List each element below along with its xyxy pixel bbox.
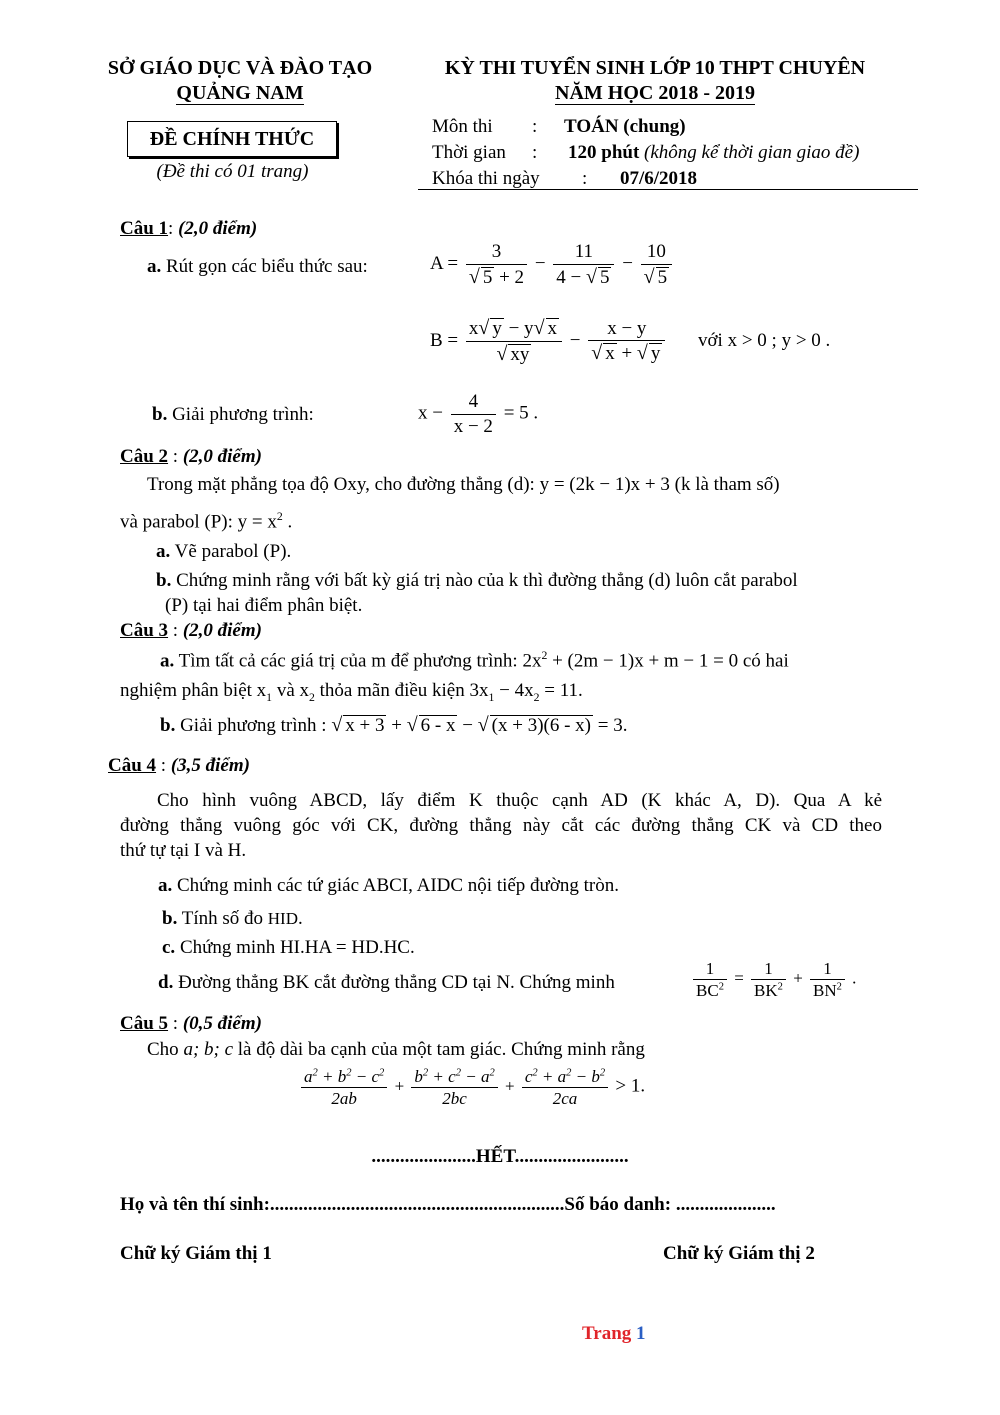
department-name: SỞ GIÁO DỤC VÀ ĐÀO TẠO QUẢNG NAM: [107, 57, 373, 104]
candidate-info-line: Họ và tên thí sinh:..............................................................Số báo danh: .....................: [120, 1194, 776, 1215]
q5-intro: Cho a; b; c là độ dài ba cạnh của một tam giác. Chứng minh rằng: [147, 1039, 645, 1060]
header-divider: [418, 189, 918, 190]
q2b: b. Chứng minh rằng với bất kỳ giá trị nào của k thì đường thẳng (d) luôn cắt parabol: [156, 570, 798, 591]
q4b: b. Tính số đo HID.: [162, 908, 303, 929]
q1b-text: b. Giải phương trình:: [152, 404, 314, 425]
school-year: NĂM HỌC 2018 - 2019: [555, 82, 755, 104]
q2-parabol: và parabol (P): $y = x^2$ .: [120, 510, 293, 533]
q2b-cont: (P) tại hai điểm phân biệt.: [165, 595, 363, 616]
q1a-text: a. Rút gọn các biểu thức sau:: [147, 256, 368, 277]
page-number: Trang 1: [582, 1323, 646, 1344]
q2-intro: Trong mặt phẳng tọa độ Oxy, cho đường thẳng (d): y = (2k − 1)x + 3 (k là tham số): [147, 474, 780, 495]
page-count-note: (Đề thi có 01 trang): [156, 161, 309, 182]
q4-intro-2: đường thẳng vuông góc với CK, đường thẳng này cắt các đường thẳng CK và CD theo: [120, 815, 882, 836]
q1-heading: Câu 1: (2,0 điểm): [120, 218, 258, 239]
q4-heading: Câu 4 : (3,5 điểm): [108, 755, 250, 776]
expression-b: B = $\frac{x√ y - y√ x}{√ xy}$ − $\frac{x - y}{√ x + √ y}$: [430, 316, 668, 367]
exam-date-line: Khóa thi ngày : 07/6/2018: [432, 168, 698, 189]
proctor-2-signature: Chữ ký Giám thị 2: [663, 1243, 815, 1264]
q3-heading: Câu 3 : (2,0 điểm): [120, 620, 262, 641]
end-marker: ......................HẾT........................: [371, 1146, 629, 1167]
q1b-equation: x − $\frac{4}{x - 2}$ = 5 .: [418, 391, 539, 437]
q3a: a. Tìm tất cả các giá trị của m để phương trình: $2x^2 + (2m - 1)x + m - 1 = 0$ có hai: [160, 649, 789, 672]
expression-a: A = $\frac{3}{√ 5 + 2}$ − $\frac{11}{4 - √ 5}$ − $\frac{10}{√ 5}$: [430, 240, 675, 290]
q5-heading: Câu 5 : (0,5 điểm): [120, 1013, 262, 1034]
q3a-cont: nghiệm phân biệt $x_1$ và $x_2$ thỏa mãn điều kiện $3x_1 - 4x_2 = 11$.: [120, 680, 583, 704]
official-exam-box: ĐỀ CHÍNH THỨC: [127, 121, 337, 157]
duration-line: Thời gian : 120 phút (không kể thời gian giao đề): [432, 142, 860, 163]
angle-hid: HID: [267, 909, 298, 928]
q4c: c. Chứng minh HI.HA = HD.HC.: [162, 937, 415, 958]
exam-title: KỲ THI TUYỂN SINH LỚP 10 THPT CHUYÊN NĂM HỌC 2018 - 2019: [444, 57, 866, 104]
q2-heading: Câu 2 : (2,0 điểm): [120, 446, 262, 467]
q4-intro-3: thứ tự tại I và H.: [120, 840, 247, 861]
q2a: a. Vẽ parabol (P).: [156, 541, 292, 562]
subject-line: Môn thi : TOÁN (chung): [432, 116, 686, 137]
province-name: QUẢNG NAM: [176, 82, 304, 104]
proctor-1-signature: Chữ ký Giám thị 1: [120, 1243, 272, 1264]
q1-condition: với x > 0 ; y > 0 .: [698, 330, 831, 351]
q4d: d. Đường thẳng BK cắt đường thẳng CD tại N. Chứng minh: [158, 972, 615, 993]
q4d-formula: $\frac{1}{BC^2}$ = $\frac{1}{BK^2}$ + $\frac{1}{BN^2}$ .: [690, 958, 856, 1002]
q5-inequality: $\frac{a^2 + b^2 - c^2}{2ab}$ + $\frac{b^2 + c^2 - a^2}{2bc}$ + $\frac{c^2 + a^2 - b^2}{2ca}$ > 1.: [298, 1066, 645, 1110]
q3b: b. Giải phương trình : √ x + 3 + √ 6 - x − √ (x + 3)(6 - x) = 3.: [160, 714, 628, 736]
q4-intro-1: Cho hình vuông ABCD, lấy điểm K thuộc cạnh AD (K khác A, D). Qua A kẻ: [157, 790, 882, 811]
q4a: a. Chứng minh các tứ giác ABCI, AIDC nội tiếp đường tròn.: [158, 875, 620, 896]
